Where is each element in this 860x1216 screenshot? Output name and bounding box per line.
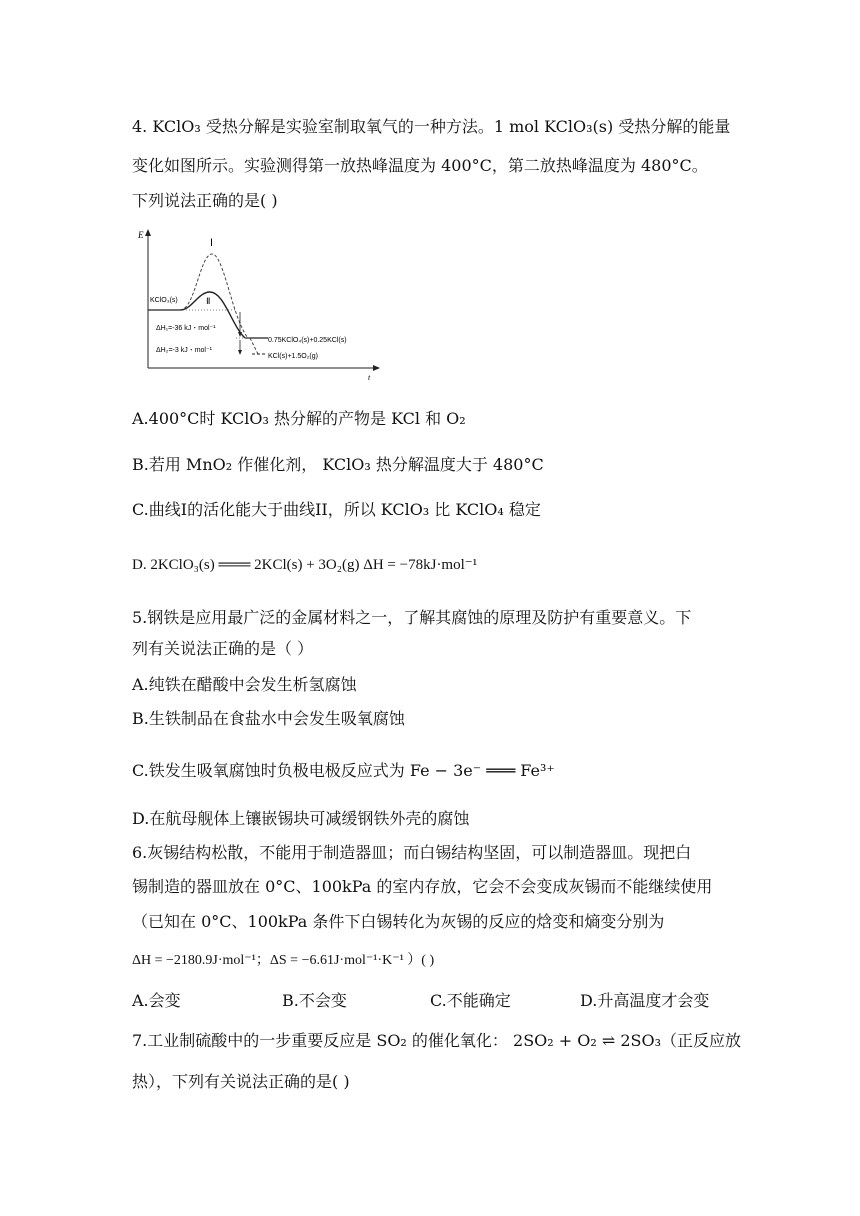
q6-option-b: B.不会变 <box>282 991 347 1010</box>
q6-stem-line-4: ΔH = −2180.9J·mol⁻¹；ΔS = −6.61J·mol⁻¹·K⁻¹ ）( ) <box>132 953 435 968</box>
curve-2-label: Ⅱ <box>206 296 211 306</box>
q4-option-c: C.曲线I的活化能大于曲线II，所以 KClO₃ 比 KClO₄ 稳定 <box>132 500 541 519</box>
q5-option-b: B.生铁制品在食盐水中会发生吸氧腐蚀 <box>132 709 405 728</box>
curve-1-label: Ⅰ <box>210 238 213 249</box>
dh2-label: ΔH₂=-3 kJ・mol⁻¹ <box>156 347 213 354</box>
q6-option-d: D.升高温度才会变 <box>580 991 710 1010</box>
energy-diagram <box>138 226 380 382</box>
q6-stem-line-2: 锡制造的器皿放在 0°C、100kPa 的室内存放，它会不会变成灰锡而不能继续使用 <box>132 877 713 896</box>
q4-option-d: D. 2KClO₃(s) ═══ 2KCl(s) + 3O₂(g) ΔH = −78kJ·mol⁻¹ <box>132 557 478 573</box>
q6-option-a: A.会变 <box>132 991 181 1010</box>
product-1-label: 0.75KClO₄(s)+0.25KCl(s) <box>268 337 347 344</box>
dh2-arrowhead <box>238 350 242 355</box>
product-2-label: KCl(s)+1.5O₂(g) <box>268 353 318 360</box>
curve-to-product-2 <box>250 338 258 354</box>
q6-stem-line-1: 6.灰锡结构松散，不能用于制造器皿；而白锡结构坚固，可以制造器皿。现把白 <box>132 843 692 862</box>
q4-stem-line-2: 变化如图所示。实验测得第一放热峰温度为 400°C，第二放热峰温度为 480°C。 <box>132 156 708 175</box>
q4-option-a: A.400°C时 KClO₃ 热分解的产物是 KCl 和 O₂ <box>132 409 466 428</box>
q4-option-b: B.若用 MnO₂ 作催化剂， KClO₃ 热分解温度大于 480°C <box>132 455 544 474</box>
dh1-label: ΔH₁=-36 kJ・mol⁻¹ <box>156 325 216 332</box>
y-axis-label: E <box>138 230 144 240</box>
y-axis-arrow <box>145 229 151 236</box>
q4-stem-line-3: 下列说法正确的是( ) <box>132 191 278 210</box>
q5-option-a: A.纯铁在醋酸中会发生析氢腐蚀 <box>132 675 357 694</box>
q4-stem-line-1: 4. KClO₃ 受热分解是实验室制取氧气的一种方法。1 mol KClO₃(s) 受热分解的能量 <box>132 117 731 136</box>
q5-stem-line-2: 列有关说法正确的是（ ） <box>132 639 314 658</box>
x-axis-arrow <box>373 365 380 371</box>
q5-option-d: D.在航母舰体上镶嵌锡块可减缓钢铁外壳的腐蚀 <box>132 809 470 828</box>
q7-stem-line-1: 7.工业制硫酸中的一步重要反应是 SO₂ 的催化氧化： 2SO₂ + O₂ ⇌ 2SO₃（正反应放 <box>132 1031 742 1050</box>
q6-option-c: C.不能确定 <box>430 991 511 1010</box>
q5-option-c: C.铁发生吸氧腐蚀时负极电极反应式为 Fe − 3e⁻ ═══ Fe³⁺ <box>132 761 555 780</box>
start-label: KClO₃(s) <box>150 297 178 304</box>
q5-stem-line-1: 5.钢铁是应用最广泛的金属材料之一，了解其腐蚀的原理及防护有重要意义。下 <box>132 608 692 627</box>
q7-stem-line-2: 热），下列有关说法正确的是( ) <box>132 1072 350 1091</box>
q6-stem-line-3: （已知在 0°C、100kPa 条件下白锡转化为灰锡的反应的焓变和熵变分别为 <box>132 912 665 931</box>
x-axis-label: t <box>368 373 371 382</box>
